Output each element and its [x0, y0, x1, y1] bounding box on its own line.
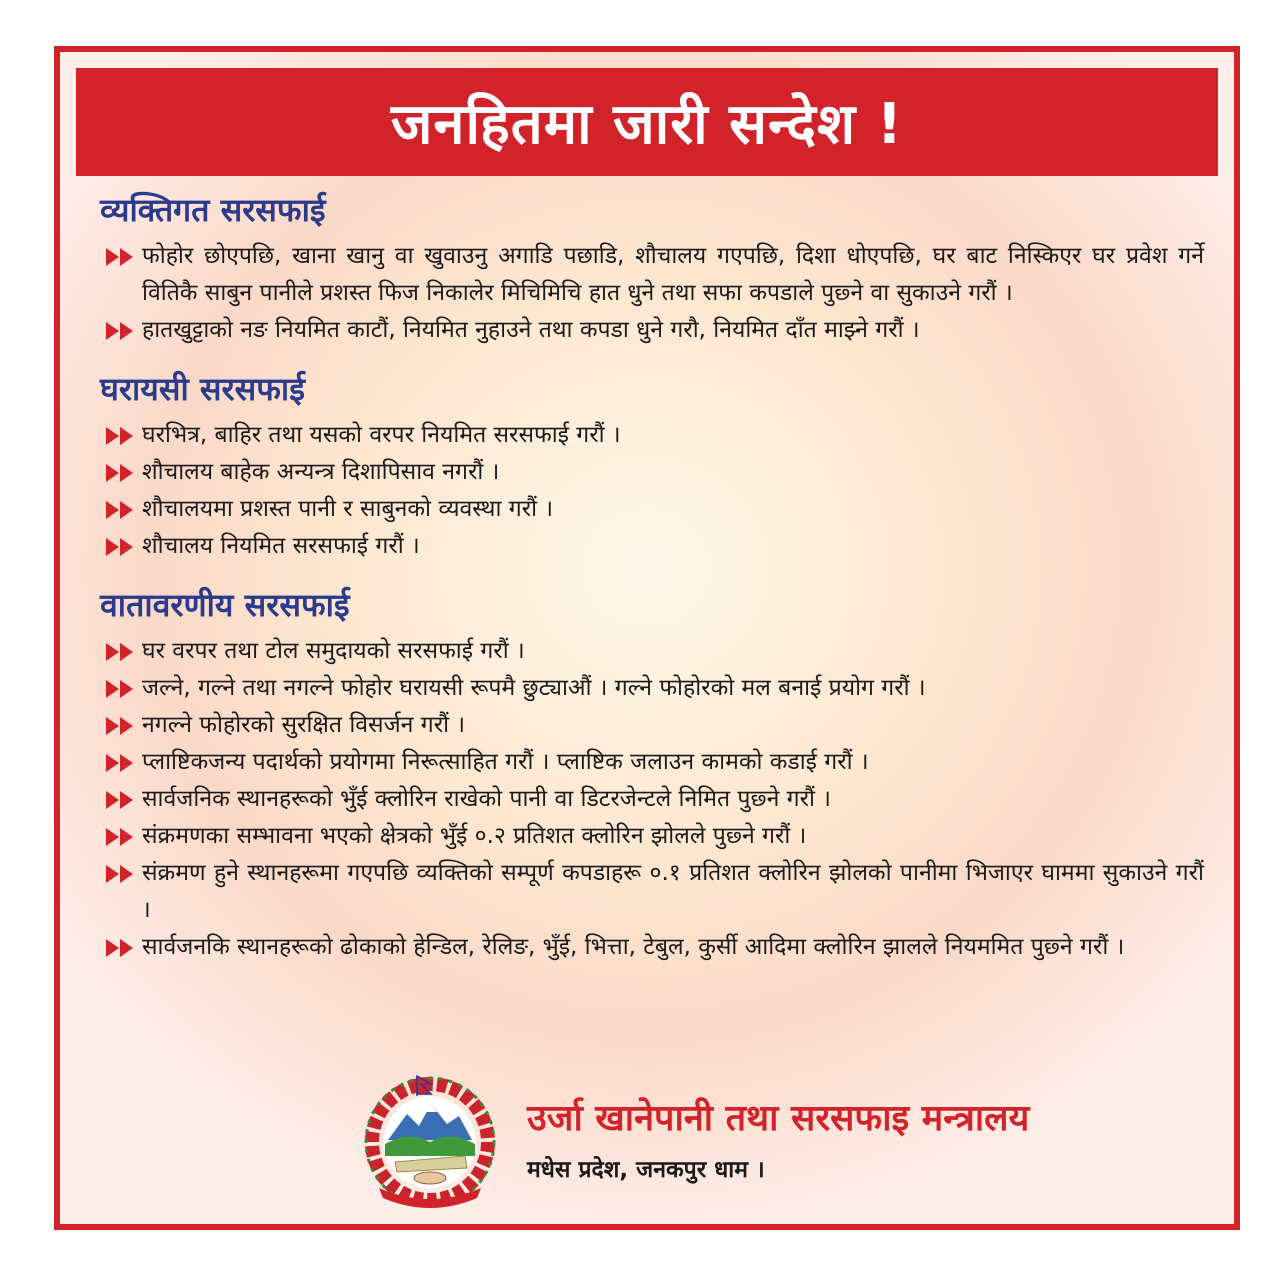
notice-frame — [54, 46, 1240, 1230]
list-item — [100, 670, 1204, 707]
list-item — [100, 238, 1204, 312]
section-title: वातावरणीय सरसफाई — [100, 586, 350, 624]
item-text: फोहोर छोएपछि, खाना खानु वा खुवाउनु अगाडि पछाडि, शौचालय गएपछि, दिशा धोएपछि, घर बाट निस्किएर घर प्रवेश गर्ने वितिकै साबुन पानीले प्रशस्त फिज निकालेर मिचिमिचि हात धुने तथा सफा कपडाले पुछ्ने वा सुकाउने गरौं । — [142, 243, 1204, 306]
double-arrow-icon — [106, 754, 134, 772]
section-household-hygiene — [100, 367, 1204, 565]
ministry-location: मधेस प्रदेश, जनकपुर धाम । — [527, 1157, 765, 1183]
list-item — [100, 818, 1204, 855]
double-arrow-icon — [106, 464, 134, 482]
list-item — [100, 454, 1204, 491]
list-item — [100, 312, 1204, 349]
list-item — [100, 417, 1204, 454]
item-text: सार्वजनकि स्थानहरूको ढोकाको हेन्डिल, रेलिङ, भुँई, भित्ता, टेबुल, कुर्सी आदिमा क्लोरिन झालले नियममित पुछ्ने गरौं । — [142, 934, 1125, 960]
list-item — [100, 528, 1204, 565]
double-arrow-icon — [106, 828, 134, 846]
item-text: शौचालय नियमित सरसफाई गरौं । — [142, 533, 420, 559]
section-personal-hygiene — [100, 188, 1204, 349]
double-arrow-icon — [106, 427, 134, 445]
page-title: जनहितमा जारी सन्देश ! — [390, 92, 904, 157]
double-arrow-icon — [106, 322, 134, 340]
double-arrow-icon — [106, 865, 134, 883]
double-arrow-icon — [106, 643, 134, 661]
item-text: शौचालय बाहेक अन्यन्त्र दिशापिसाव नगरौं । — [142, 459, 500, 485]
list-item — [100, 781, 1204, 818]
double-arrow-icon — [106, 791, 134, 809]
item-text: प्लाष्टिकजन्य पदार्थको प्रयोगमा निरूत्साहित गरौं । प्लाष्टिक जलाउन कामको कडाई गरौं । — [142, 749, 869, 775]
item-text: सार्वजनिक स्थानहरूको भुँई क्लोरिन राखेको पानी वा डिटरजेन्टले निमित पुछ्ने गरौं । — [142, 786, 832, 812]
list-item — [100, 491, 1204, 528]
item-text: घरभित्र, बाहिर तथा यसको वरपर नियमित सरसफाई गरौं । — [142, 422, 621, 448]
section-title: व्यक्तिगत सरसफाई — [100, 191, 326, 229]
header-banner — [76, 68, 1218, 176]
item-text: संक्रमणका सम्भावना भएको क्षेत्रको भुँई ०.२ प्रतिशत क्लोरिन झोलले पुछ्ने गरौं । — [142, 823, 807, 849]
item-text: शौचालयमा प्रशस्त पानी र साबुनको व्यवस्था गरौं । — [142, 496, 554, 522]
double-arrow-icon — [106, 538, 134, 556]
double-arrow-icon — [106, 717, 134, 735]
item-text: नगल्ने फोहोरको सुरक्षित विसर्जन गरौं । — [142, 712, 466, 738]
section-environmental-hygiene — [100, 583, 1204, 966]
notice-content — [100, 188, 1204, 984]
double-arrow-icon — [106, 680, 134, 698]
section-title: घरायसी सरसफाई — [100, 370, 305, 408]
item-text: हातखुट्टाको नङ नियमित काटौं, नियमित नुहाउने तथा कपडा धुने गरौ, नियमित दाँत माझ्ने गरौं । — [142, 317, 920, 343]
list-item — [100, 929, 1204, 966]
item-text: संक्रमण हुने स्थानहरूमा गएपछि व्यक्तिको सम्पूर्ण कपडाहरू ०.१ प्रतिशत क्लोरिन झोलको पानीमा भिजाएर घाममा सुकाउने गरौं । — [142, 860, 1204, 923]
footer — [355, 1070, 1215, 1210]
double-arrow-icon — [106, 501, 134, 519]
list-item — [100, 855, 1204, 929]
list-item — [100, 633, 1204, 670]
nepal-emblem-icon — [355, 1070, 505, 1210]
item-text: जल्ने, गल्ने तथा नगल्ने फोहोर घरायसी रूपमै छुट्याऔं । गल्ने फोहोरको मल बनाई प्रयोग गरौं । — [142, 675, 926, 701]
list-item — [100, 707, 1204, 744]
double-arrow-icon — [106, 248, 134, 266]
double-arrow-icon — [106, 939, 134, 957]
ministry-name: उर्जा खानेपानी तथा सरसफाइ मन्त्रालय — [527, 1098, 1030, 1139]
list-item — [100, 744, 1204, 781]
item-text: घर वरपर तथा टोल समुदायको सरसफाई गरौं । — [142, 638, 525, 664]
